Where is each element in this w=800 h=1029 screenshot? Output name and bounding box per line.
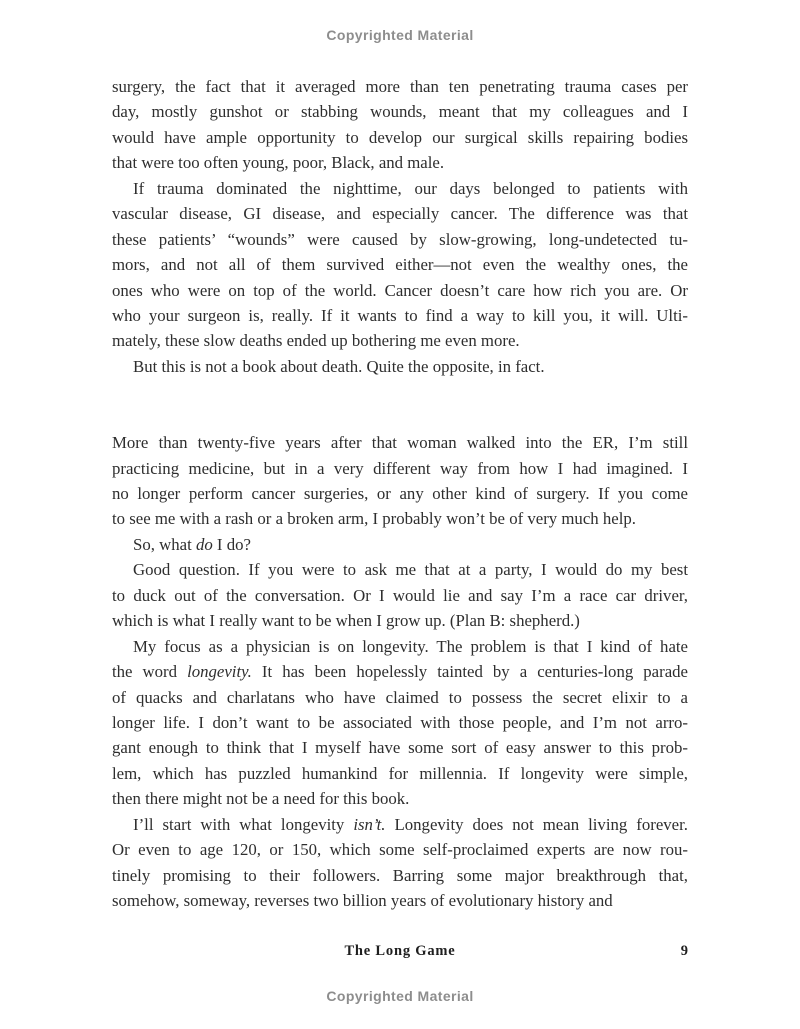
text-line: practicing medicine, but in a very different way from how I had imagined. I	[112, 458, 688, 478]
paragraph	[112, 354, 688, 379]
text-line: mors, and not all of them survived either—not even the wealthy ones, the	[112, 255, 688, 275]
text-line: Or even to age 120, or 150, which some self-proclaimed experts are now rou-	[112, 840, 688, 860]
paragraph	[112, 634, 688, 812]
text-line: If trauma dominated the nighttime, our days belonged to patients with	[133, 178, 688, 198]
text-line: gant enough to think that I myself have some sort of easy answer to this prob-	[112, 738, 688, 758]
text-line: would have ample opportunity to develop our surgical skills repairing bodies	[112, 127, 688, 147]
text-line: no longer perform cancer surgeries, or any other kind of surgery. If you come	[112, 484, 688, 504]
text-line: Good question. If you were to ask me that at a party, I would do my best	[133, 560, 688, 580]
text-line: to duck out of the conversation. Or I would lie and say I’m a race car driver,	[112, 585, 688, 605]
text-line: But this is not a book about death. Quite the opposite, in fact.	[133, 356, 545, 376]
text-line: that were too often young, poor, Black, and male.	[112, 153, 445, 173]
paragraph	[112, 430, 688, 532]
text-line: which is what I really want to be when I grow up. (Plan B: shepherd.)	[112, 611, 580, 631]
text-line: who your surgeon is, really. If it wants to find a way to kill you, it will. Ulti-	[112, 305, 688, 325]
paragraph	[112, 74, 688, 176]
running-title: The Long Game	[344, 943, 456, 959]
text-line: I’ll start with what longevity isn’t. Longevity does not mean living forever.	[133, 814, 688, 834]
page-footer	[112, 943, 688, 961]
text-line: tinely promising to their followers. Barring some major breakthrough that,	[112, 865, 688, 885]
paragraph	[112, 557, 688, 633]
text-line: the word longevity. It has been hopelessly tainted by a centuries-long parade	[112, 662, 688, 682]
text-line: day, mostly gunshot or stabbing wounds, meant that my colleagues and I	[112, 102, 688, 122]
text-line: vascular disease, GI disease, and especially cancer. The difference was that	[112, 204, 688, 224]
text-line: mately, these slow deaths ended up bothering me even more.	[112, 331, 520, 351]
text-line: ones who were on top of the world. Cancer doesn’t care how rich you are. Or	[112, 280, 688, 300]
text-line: lem, which has puzzled humankind for millennia. If longevity were simple,	[112, 763, 688, 783]
text-line: somehow, someway, reverses two billion years of evolutionary history and	[112, 891, 613, 911]
text-line: longer life. I don’t want to be associated with those people, and I’m not arro-	[112, 712, 688, 732]
text-line: My focus as a physician is on longevity. The problem is that I kind of hate	[133, 636, 688, 656]
text-line: then there might not be a need for this book.	[112, 789, 410, 809]
paragraph	[112, 532, 688, 557]
paragraph	[112, 176, 688, 354]
text-line: More than twenty-five years after that woman walked into the ER, I’m still	[112, 433, 688, 453]
page-body	[112, 74, 688, 913]
copyright-watermark-top: Copyrighted Material	[326, 27, 474, 43]
page-number: 9	[680, 943, 688, 959]
text-line: to see me with a rash or a broken arm, I probably won’t be of very much help.	[112, 509, 636, 529]
text-line: surgery, the fact that it averaged more than ten penetrating trauma cases per	[112, 77, 688, 96]
copyright-watermark-bottom: Copyrighted Material	[326, 988, 474, 1004]
text-line: of quacks and charlatans who have claimed to possess the secret elixir to a	[112, 687, 688, 707]
text-line: So, what do I do?	[133, 534, 251, 554]
text-line: these patients’ “wounds” were caused by slow-growing, long-undetected tu-	[112, 229, 688, 249]
paragraph	[112, 812, 688, 914]
